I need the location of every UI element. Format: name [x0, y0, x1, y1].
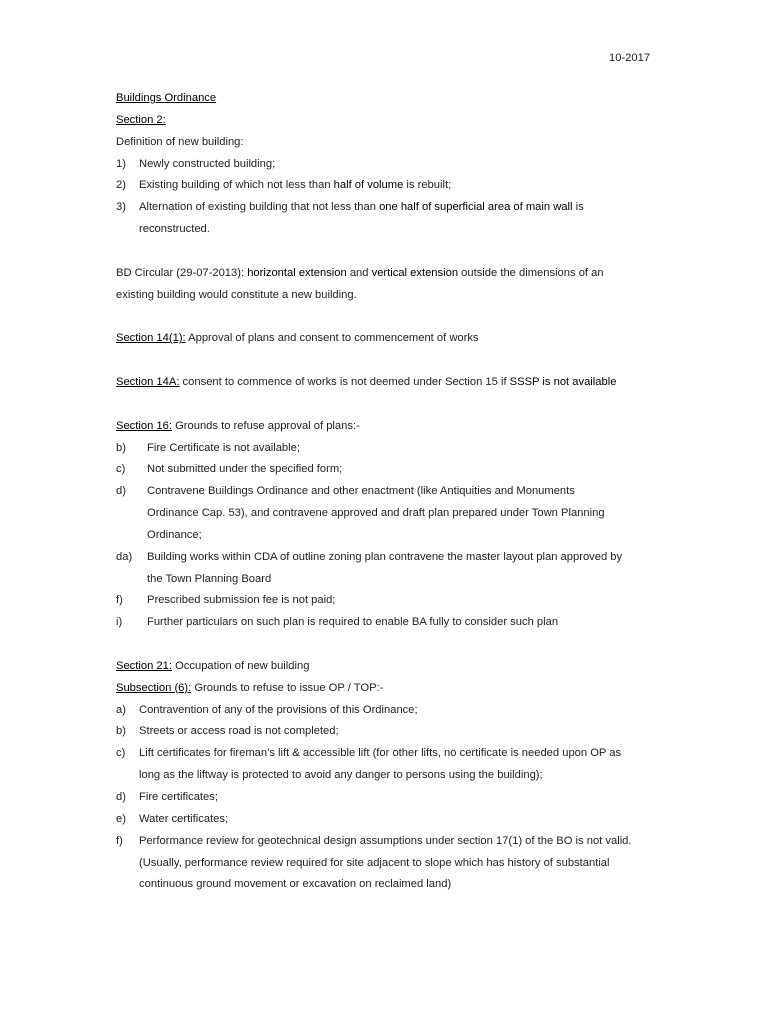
- list-item: [116, 547, 656, 569]
- list-item-continuation: Ordinance Cap. 53), and contravene approved and draft plan prepared under Town Planning: [147, 507, 605, 520]
- keyword-main-wall: one half of superficial area of main wall: [379, 201, 573, 214]
- list-text: Further particulars on such plan is required to enable BA fully to consider such plan: [147, 616, 559, 629]
- section-14-1-text: Approval of plans and consent to commencement of works: [185, 332, 479, 345]
- list-marker: da): [116, 550, 133, 563]
- bd-circular-paragraph: [116, 263, 656, 285]
- list-text: Contravention of any of the provisions of this Ordinance;: [139, 703, 418, 716]
- list-text-post: is rebuilt;: [403, 179, 452, 192]
- list-item: [116, 154, 656, 176]
- section-21-text: Occupation of new building: [171, 659, 310, 672]
- subsection-6: [116, 678, 656, 700]
- bd-circular-continuation: existing building would constitute a new building.: [116, 288, 357, 301]
- circular-text-c: outside the dimensions of an: [458, 266, 604, 279]
- list-text: [139, 175, 451, 197]
- section-2-intro: Definition of new building:: [116, 135, 244, 148]
- list-marker: 1): [116, 157, 126, 170]
- section-14a: [116, 372, 656, 394]
- list-marker: f): [116, 834, 123, 847]
- list-marker: d): [116, 485, 126, 498]
- document-body: [116, 88, 656, 896]
- list-item: [116, 175, 656, 197]
- list-item: [116, 787, 656, 809]
- list-text: [139, 197, 584, 219]
- list-marker: b): [116, 725, 126, 738]
- list-item: [116, 481, 656, 503]
- section-16-heading: Section 16:: [116, 419, 172, 432]
- list-text: Not submitted under the specified form;: [147, 463, 343, 476]
- list-text: Performance review for geotechnical design assumptions under section 17(1) of the BO is not valid.: [139, 834, 632, 847]
- list-item-continuation: (Usually, performance review required for site adjacent to slope which has history of substantial: [139, 856, 610, 869]
- list-item: [116, 438, 656, 460]
- list-item: [116, 831, 656, 853]
- list-item-continuation: long as the liftway is protected to avoid any danger to persons using the building);: [139, 769, 543, 782]
- list-item: [116, 197, 656, 219]
- list-text-post: is: [572, 201, 584, 214]
- list-item-continuation: continuous ground movement or excavation on reclaimed land): [139, 878, 452, 891]
- list-text: Fire Certificate is not available;: [147, 441, 300, 454]
- section-14-1: [116, 328, 656, 350]
- circular-text-a: BD Circular (29-07-2013):: [116, 266, 248, 279]
- list-item: [116, 612, 656, 634]
- keyword-sssp: SSSP is not available: [509, 375, 617, 388]
- keyword-horizontal-extension: horizontal extension: [247, 266, 347, 279]
- list-marker: f): [116, 594, 123, 607]
- list-text: Streets or access road is not completed;: [139, 725, 339, 738]
- section-2-heading: Section 2:: [116, 113, 166, 126]
- document-date: 10-2017: [609, 52, 651, 64]
- list-text: Lift certificates for fireman’s lift & accessible lift (for other lifts, no certificate is needed upon OP as: [139, 747, 622, 760]
- list-text: Water certificates;: [139, 812, 229, 825]
- list-marker: b): [116, 441, 126, 454]
- section-16-text: Grounds to refuse approval of plans:-: [171, 419, 360, 432]
- list-marker: c): [116, 747, 126, 760]
- list-marker: d): [116, 791, 126, 803]
- document-title: Buildings Ordinance: [116, 92, 217, 104]
- list-text: Newly constructed building;: [139, 157, 276, 170]
- list-item-continuation: reconstructed.: [139, 223, 210, 236]
- list-text: Prescribed submission fee is not paid;: [147, 594, 336, 607]
- section-21: [116, 656, 656, 678]
- subsection-6-heading: Subsection (6):: [116, 681, 192, 694]
- section-21-heading: Section 21:: [116, 659, 172, 672]
- section-14a-heading: Section 14A:: [116, 375, 180, 388]
- list-text: Contravene Buildings Ordinance and other enactment (like Antiquities and Monuments: [147, 485, 575, 498]
- list-item-continuation: the Town Planning Board: [147, 572, 272, 585]
- section-16: [116, 416, 656, 438]
- list-marker: i): [116, 616, 123, 629]
- section-14a-text: consent to commence of works is not deemed under Section 15 if: [179, 375, 510, 388]
- list-marker: a): [116, 703, 126, 716]
- list-item-continuation: Ordinance;: [147, 528, 202, 541]
- list-item: [116, 721, 656, 743]
- list-item: [116, 590, 656, 612]
- circular-text-b: and: [346, 266, 372, 279]
- list-text: Fire certificates;: [139, 791, 218, 803]
- list-text-pre: Alternation of existing building that not less than: [139, 201, 380, 214]
- keyword-vertical-extension: vertical extension: [371, 266, 459, 279]
- list-item: [116, 809, 656, 831]
- list-marker: 2): [116, 179, 126, 192]
- keyword-half-of-volume: half of volume: [333, 179, 404, 192]
- list-item: [116, 459, 656, 481]
- subsection-6-text: Grounds to refuse to issue OP / TOP:-: [191, 681, 384, 694]
- section-14-1-heading: Section 14(1):: [116, 332, 186, 345]
- list-marker: c): [116, 463, 126, 476]
- list-marker: e): [116, 812, 126, 825]
- list-marker: 3): [116, 201, 126, 214]
- list-text: Building works within CDA of outline zoning plan contravene the master layout plan approved by: [147, 550, 623, 563]
- list-text-pre: Existing building of which not less than: [139, 179, 334, 192]
- list-item: [116, 700, 656, 722]
- list-item: [116, 743, 656, 765]
